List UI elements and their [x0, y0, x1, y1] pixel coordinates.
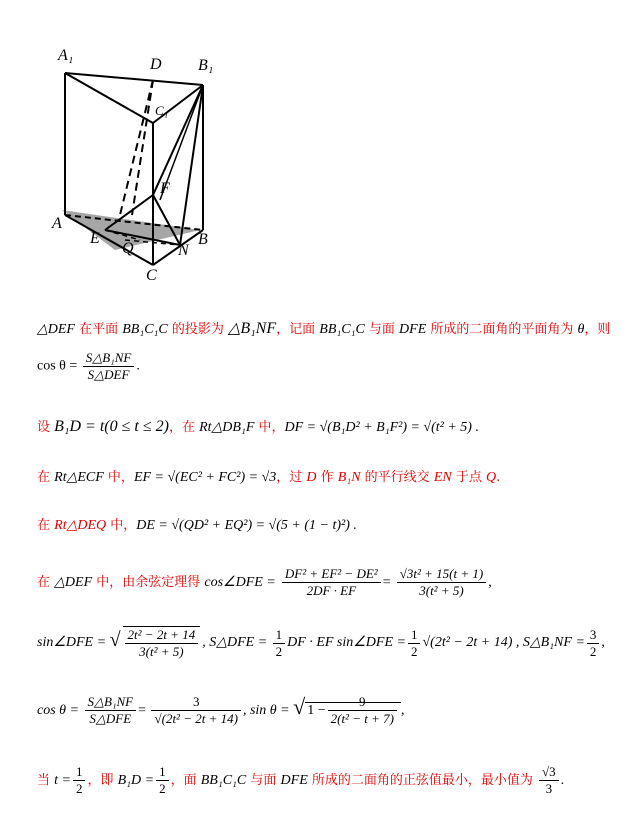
math: cos θ =	[37, 358, 78, 374]
denominator: S△DFE	[89, 711, 132, 727]
denominator: 2	[589, 643, 597, 659]
numerator: √3	[539, 764, 559, 781]
text: 在	[37, 518, 55, 533]
text: 与面	[364, 322, 400, 337]
text: 的平行线交	[360, 470, 434, 485]
label-E: E	[90, 230, 100, 247]
math: △B₁NF	[228, 320, 277, 337]
text: ，过	[276, 470, 307, 485]
text: 的投影为	[167, 322, 229, 337]
text: 所成的二面角的平面角为	[426, 322, 578, 337]
line-de	[37, 514, 357, 534]
math: EN	[433, 470, 452, 485]
label-C1: C₁	[155, 103, 169, 118]
math: cos∠DFE =	[204, 575, 276, 590]
text: 在平面	[74, 322, 123, 337]
label-A1: A₁	[58, 47, 74, 64]
math: Rt△ECF	[54, 470, 104, 485]
text: 在	[37, 575, 55, 590]
math: , S△DFE =	[202, 635, 271, 651]
numerator: 9	[328, 694, 397, 711]
fraction	[85, 694, 137, 727]
sqrt-sign: √	[109, 629, 121, 652]
math: EF = √(EC² + FC²) = √3	[133, 470, 277, 485]
fraction	[151, 694, 240, 727]
math: Rt△DB₁F	[199, 420, 255, 435]
math: △DEF	[37, 322, 75, 337]
text: ，即	[87, 773, 118, 788]
math: △DEF	[54, 575, 93, 590]
text: 中，	[254, 420, 285, 435]
fraction	[587, 627, 600, 660]
math: =	[138, 703, 146, 718]
prism-figure	[40, 35, 240, 295]
math: B₁D =	[117, 773, 155, 788]
text: ，面	[170, 773, 201, 788]
math: 1 −	[307, 703, 326, 718]
label-N: N	[178, 242, 189, 259]
math: t =	[54, 773, 71, 788]
label-F: F	[160, 180, 170, 197]
text: 作	[316, 470, 338, 485]
text: 设	[37, 420, 55, 435]
line-ef	[37, 466, 500, 486]
numerator: 1	[156, 764, 169, 781]
denominator: 2DF · EF	[306, 583, 357, 598]
fraction	[73, 764, 86, 797]
math: DF · EF sin∠DFE =	[287, 635, 406, 651]
denominator: 2	[75, 781, 83, 796]
line-sin-area	[37, 626, 605, 660]
fraction	[273, 627, 286, 660]
label-B1: B₁	[198, 57, 214, 74]
line-conclusion	[37, 764, 564, 797]
math: ,	[400, 703, 405, 718]
text: .	[496, 470, 501, 485]
denominator: 2	[275, 643, 283, 659]
label-D: D	[150, 56, 162, 73]
fraction	[83, 350, 135, 383]
numerator: √3t² + 15(t + 1)	[397, 566, 486, 583]
line-cos-sin-theta	[37, 694, 404, 727]
denominator: S△DEF	[87, 367, 130, 382]
math: BB₁C₁C	[319, 322, 365, 337]
text: 与面	[246, 773, 281, 788]
line-projection	[37, 318, 610, 338]
math: DFE	[399, 322, 427, 337]
fraction	[328, 694, 397, 727]
fraction	[539, 764, 559, 797]
math: Q	[485, 470, 497, 485]
line-set-t	[37, 416, 479, 436]
math: cos θ =	[37, 703, 79, 718]
text: 中，由余弦定理得	[92, 575, 205, 590]
text: 在	[37, 470, 55, 485]
denominator: 3	[545, 781, 553, 796]
fraction	[408, 627, 421, 660]
numerator: 2t² − 2t + 14	[125, 627, 199, 644]
numerator: 3	[587, 627, 600, 644]
denominator: 3(t² + 5)	[419, 583, 464, 598]
line-cos-theta-def	[37, 350, 140, 383]
denominator: 3(t² + 5)	[139, 644, 184, 659]
text: ，记面	[276, 322, 320, 337]
fraction	[156, 764, 169, 797]
math: DFE	[280, 773, 308, 788]
label-A: A	[52, 215, 62, 232]
math: DE = √(QD² + EQ²) = √(5 + (1 − t)²) .	[136, 518, 357, 533]
math: .	[560, 773, 565, 788]
math: B₁N	[337, 470, 361, 485]
numerator: 1	[273, 627, 286, 644]
label-C: C	[146, 267, 157, 284]
label-B: B	[198, 231, 208, 248]
text: ，则	[584, 322, 611, 337]
text: ，在	[168, 420, 200, 435]
text: 中，	[106, 518, 137, 533]
line-cosine-law	[37, 566, 492, 599]
numerator: S△B₁NF	[83, 350, 135, 367]
numerator: 1	[408, 627, 421, 644]
radicand	[305, 694, 401, 727]
sqrt-sign: √	[293, 694, 306, 719]
text: 当	[37, 773, 55, 788]
denominator: 2	[410, 643, 418, 659]
math: BB₁C₁C	[122, 322, 168, 337]
text: 于点	[451, 470, 486, 485]
fraction	[282, 566, 381, 599]
math: ,	[488, 575, 492, 590]
fraction	[397, 566, 486, 599]
numerator: DF² + EF² − DE²	[282, 566, 381, 583]
math: D	[306, 470, 317, 485]
numerator: 1	[73, 764, 86, 781]
denominator: 2(t² − t + 7)	[330, 711, 394, 727]
numerator: 3	[151, 694, 240, 711]
math: ,	[601, 635, 605, 651]
math: , sin θ =	[242, 703, 290, 718]
math: √(2t² − 2t + 14) , S△B₁NF =	[422, 635, 585, 651]
denominator: √(2t² − 2t + 14)	[154, 711, 238, 727]
text: 中，	[103, 470, 134, 485]
denominator: 2	[159, 781, 166, 796]
math: DF = √(B₁D² + B₁F²) = √(t² + 5) .	[284, 420, 479, 435]
label-Q: Q	[122, 240, 134, 257]
math: .	[136, 358, 140, 374]
text: 所成的二面角的正弦值最小，最小值为	[307, 773, 538, 788]
math: BB₁C₁C	[200, 773, 247, 788]
math: =	[382, 575, 391, 590]
math: θ	[577, 322, 585, 337]
math: B₁D = t(0 ≤ t ≤ 2)	[54, 418, 169, 435]
math: sin∠DFE =	[37, 635, 107, 651]
fraction	[123, 626, 201, 660]
numerator: S△B₁NF	[85, 694, 137, 711]
math: Rt△DEQ	[54, 518, 107, 533]
